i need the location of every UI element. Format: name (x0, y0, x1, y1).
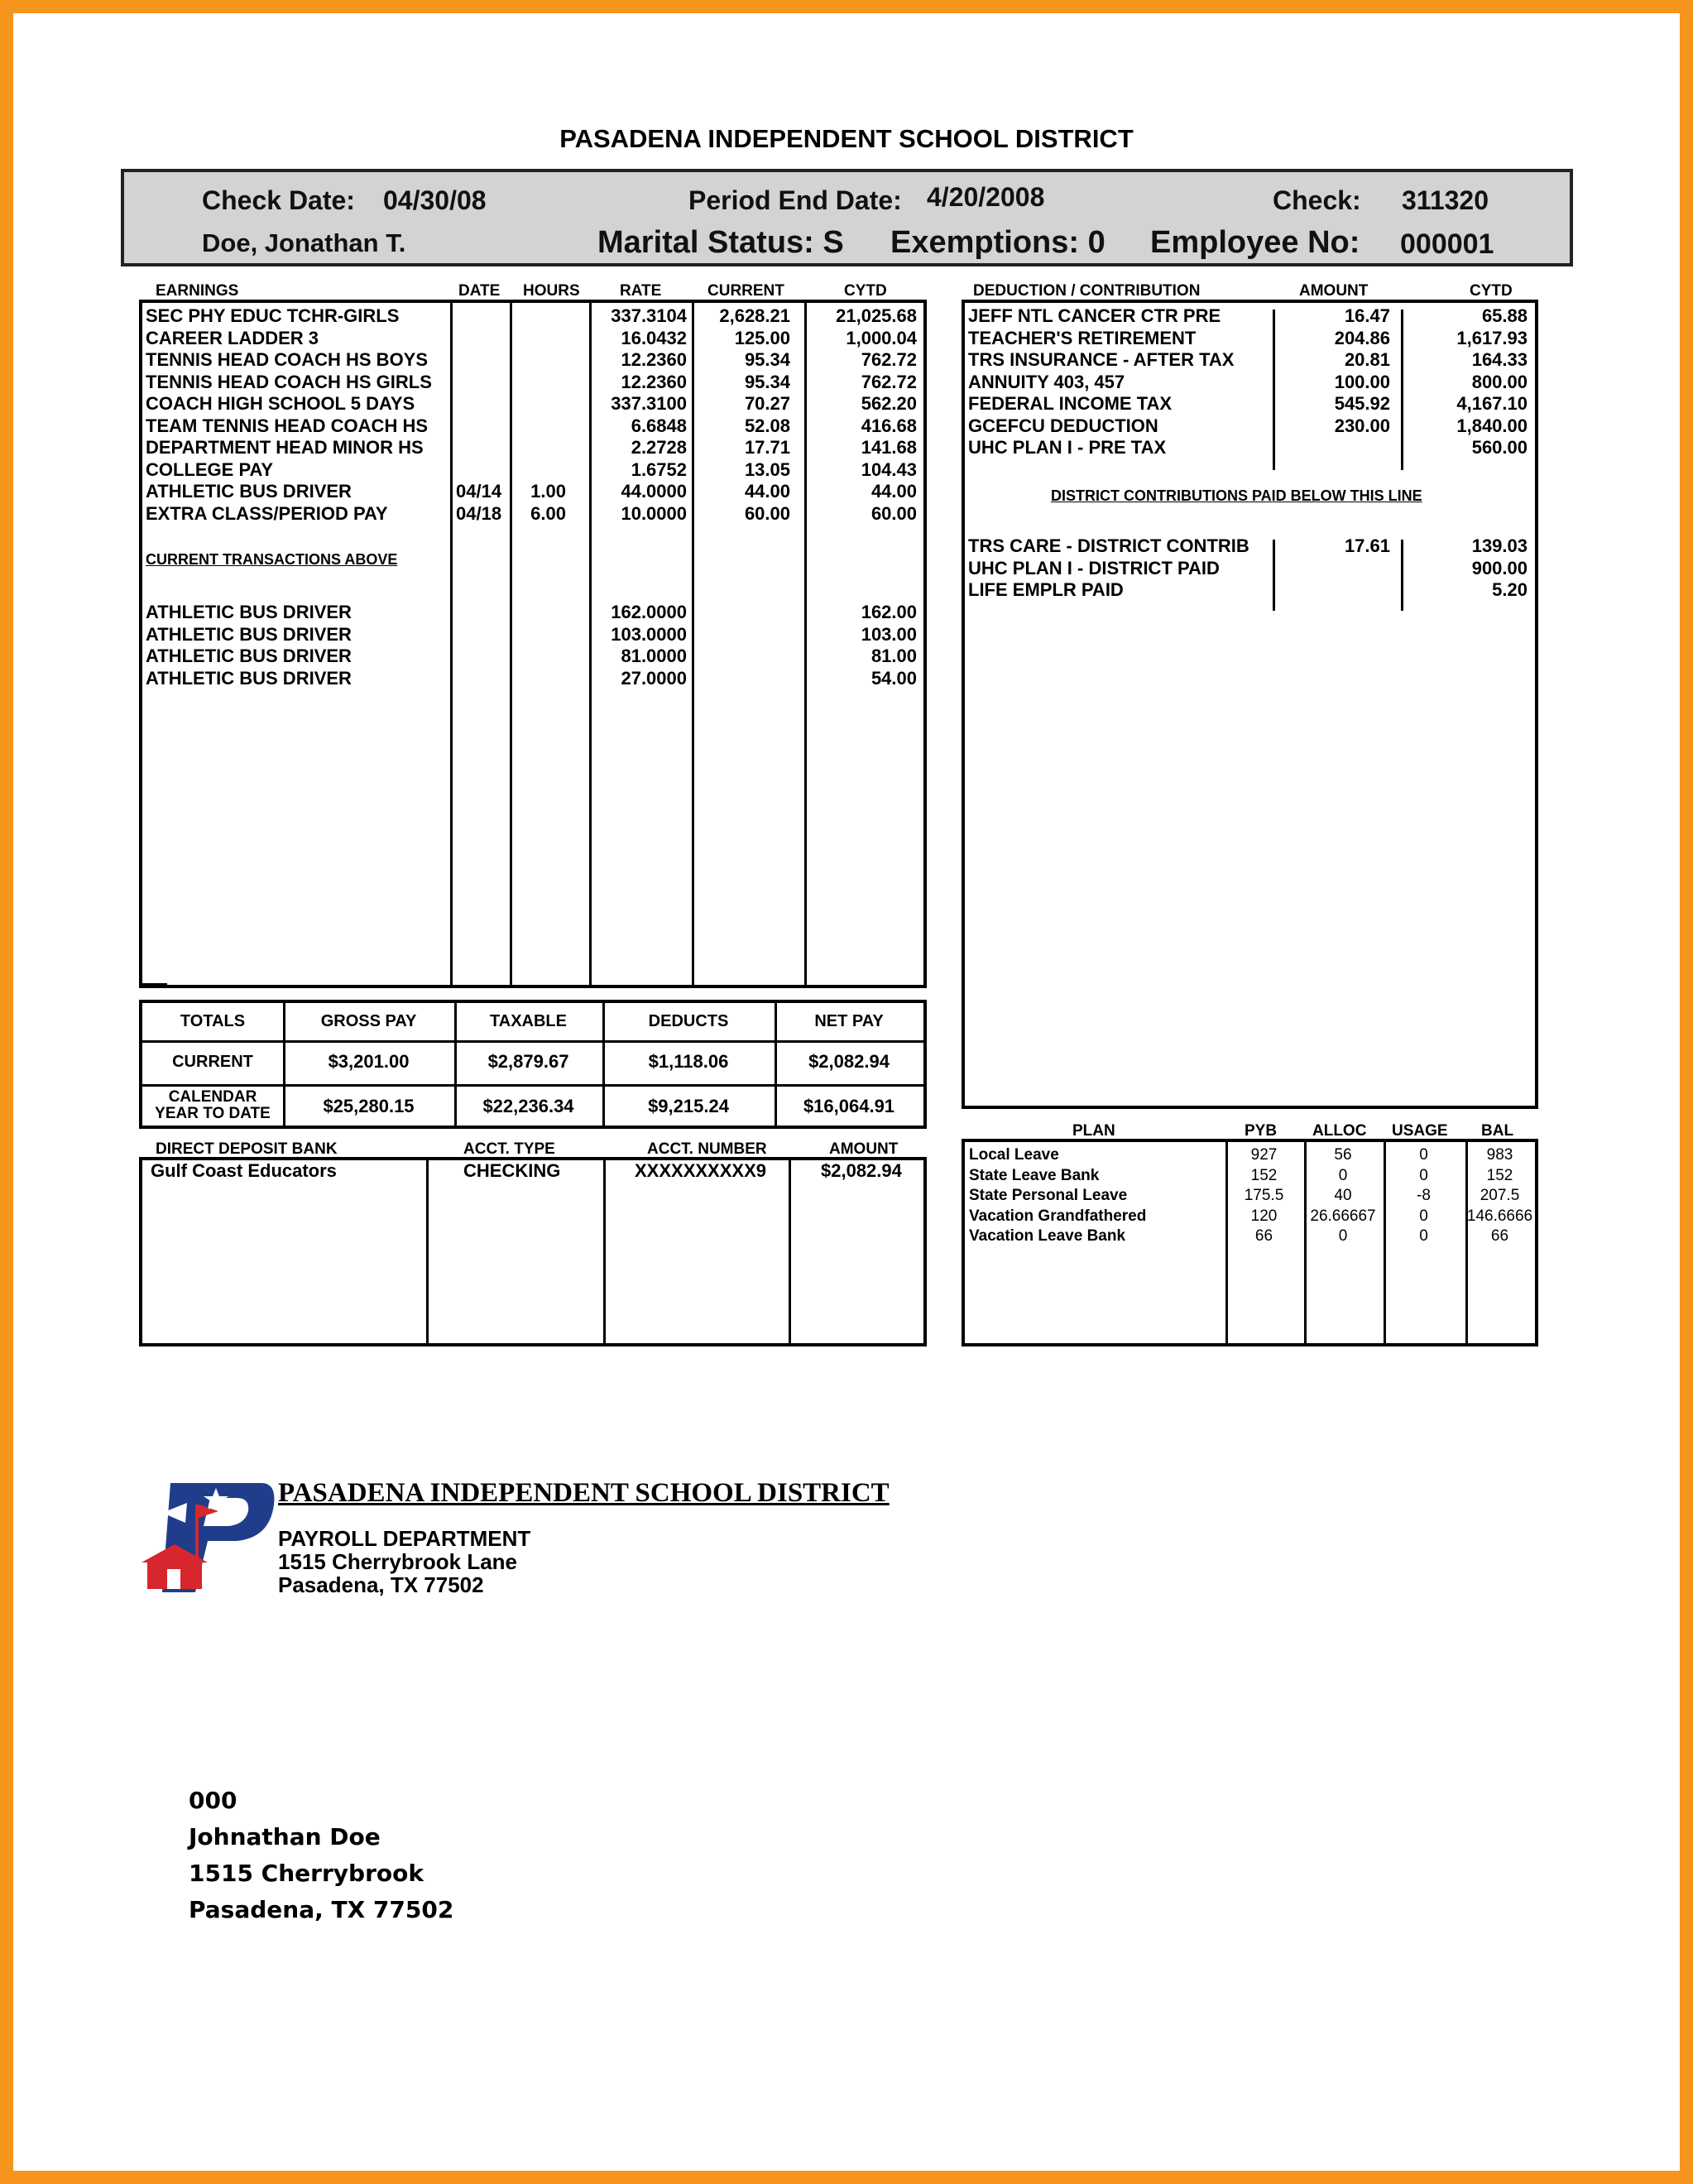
bal-header: BAL (1481, 1122, 1514, 1140)
ytd-deducts: $9,215.24 (648, 1096, 729, 1116)
prior-row-name: ATHLETIC BUS DRIVER (146, 646, 352, 666)
acct-type-header: ACCT. TYPE (463, 1140, 555, 1158)
earnings-row-name: COACH HIGH SCHOOL 5 DAYS (146, 393, 415, 414)
marital-status: Marital Status: S (597, 225, 844, 260)
usage-header: USAGE (1392, 1122, 1448, 1140)
earnings-row-name: ATHLETIC BUS DRIVER (146, 481, 352, 502)
district-row-name: TRS CARE - DISTRICT CONTRIB (968, 535, 1249, 556)
prior-row-name: ATHLETIC BUS DRIVER (146, 602, 352, 622)
prior-row-cytd: 103.00 (861, 623, 917, 645)
deduction-row-cytd: 1,840.00 (1456, 415, 1528, 436)
leave-row-alloc: 0 (1338, 1166, 1348, 1184)
leave-row-pyb: 66 (1254, 1227, 1273, 1245)
totals-label: TOTALS (180, 1012, 246, 1030)
employee-name: Doe, Jonathan T. (202, 228, 406, 257)
prior-row-cytd: 54.00 (870, 667, 917, 689)
deduction-row-amount: 16.47 (1344, 305, 1390, 326)
prior-row-cytd: 81.00 (870, 646, 917, 666)
earnings-row-rate: 337.3104 (611, 305, 687, 326)
check-label: Check: (1273, 185, 1361, 215)
rate-header: RATE (620, 282, 662, 300)
leave-row-pyb: 927 (1250, 1146, 1278, 1164)
deduction-row-cytd: 4,167.10 (1456, 393, 1528, 414)
deduction-row-cytd: 560.00 (1471, 437, 1528, 458)
leave-row-plan: State Personal Leave (969, 1187, 1128, 1204)
earnings-row-current: 95.34 (744, 349, 790, 370)
earnings-row-cytd: 1,000.04 (846, 327, 917, 348)
deposit-bank-name: Gulf Coast Educators (151, 1160, 337, 1181)
earnings-row-name: CAREER LADDER 3 (146, 327, 319, 348)
deduction-row-amount: 100.00 (1334, 371, 1390, 392)
deduction-row-name: TEACHER'S RETIREMENT (968, 327, 1197, 348)
earnings-row-current: 44.00 (744, 481, 790, 502)
deduction-row-amount: 545.92 (1334, 393, 1390, 414)
current-transactions-label: CURRENT TRANSACTIONS ABOVE (146, 551, 398, 568)
acct-number-header: ACCT. NUMBER (647, 1140, 767, 1158)
ytd-label-line1: CALENDAR (168, 1088, 257, 1106)
leave-row-usage: 0 (1419, 1166, 1428, 1184)
current-header: CURRENT (707, 282, 784, 300)
date-header: DATE (458, 282, 501, 300)
leave-row-plan: Local Leave (969, 1146, 1059, 1164)
earnings-row-rate: 6.6848 (631, 415, 687, 436)
earnings-row-name: EXTRA CLASS/PERIOD PAY (146, 502, 388, 524)
leave-row-alloc: 56 (1334, 1146, 1352, 1164)
leave-row-bal: 983 (1486, 1146, 1513, 1164)
earnings-row-date: 04/14 (456, 481, 502, 502)
earnings-row-cytd: 141.68 (861, 437, 917, 458)
deduction-row-cytd: 65.88 (1481, 305, 1528, 326)
period-end-date: 4/20/2008 (927, 182, 1045, 212)
page-title: PASADENA INDEPENDENT SCHOOL DISTRICT (559, 124, 1134, 153)
deduction-row-name: ANNUITY 403, 457 (968, 371, 1125, 392)
deduction-row-cytd: 1,617.93 (1456, 327, 1528, 348)
prior-row-rate: 103.0000 (611, 623, 687, 645)
check-date-label: Check Date: (202, 185, 355, 215)
deduction-row-cytd: 800.00 (1471, 371, 1528, 392)
earnings-row-name: TENNIS HEAD COACH HS GIRLS (146, 371, 432, 392)
earnings-row-current: 70.27 (744, 393, 790, 414)
deduction-row-name: GCEFCU DEDUCTION (968, 415, 1158, 436)
current-taxable: $2,879.67 (487, 1051, 569, 1072)
earnings-row-name: TENNIS HEAD COACH HS BOYS (146, 349, 429, 370)
deposit-acct-type: CHECKING (463, 1160, 561, 1181)
earnings-row-date: 04/18 (456, 502, 502, 524)
employee-no-label: Employee No: (1150, 225, 1360, 260)
leave-row-plan: Vacation Leave Bank (969, 1227, 1126, 1245)
deduction-row-name: FEDERAL INCOME TAX (968, 393, 1173, 414)
deduction-row-name: TRS INSURANCE - AFTER TAX (968, 349, 1235, 370)
leave-row-plan: State Leave Bank (969, 1166, 1100, 1184)
earnings-row-rate: 337.3100 (611, 393, 687, 414)
pyb-header: PYB (1245, 1122, 1278, 1140)
exemptions: Exemptions: 0 (890, 225, 1105, 260)
ytd-label-line2: YEAR TO DATE (155, 1105, 271, 1122)
district-contributions-label: DISTRICT CONTRIBUTIONS PAID BELOW THIS LINE (1051, 487, 1422, 504)
ytd-gross-pay: $25,280.15 (323, 1096, 415, 1116)
mailing-name: Johnathan Doe (189, 1823, 381, 1850)
mailing-code: 000 (189, 1787, 237, 1814)
earnings-row-rate: 44.0000 (621, 481, 687, 502)
footer-street: 1515 Cherrybrook Lane (278, 1549, 518, 1574)
earnings-row-cytd: 762.72 (861, 371, 917, 392)
prior-row-cytd: 162.00 (861, 602, 917, 622)
deposit-bank-header: DIRECT DEPOSIT BANK (156, 1140, 338, 1158)
cytd-header: CYTD (844, 282, 887, 300)
deposit-amount-header: AMOUNT (829, 1140, 899, 1158)
leave-row-plan: Vacation Grandfathered (969, 1207, 1147, 1225)
earnings-row-cytd: 762.72 (861, 349, 917, 370)
footer-district-name: PASADENA INDEPENDENT SCHOOL DISTRICT (278, 1478, 890, 1508)
district-row-cytd: 139.03 (1471, 535, 1528, 556)
leave-row-usage: -8 (1417, 1187, 1431, 1204)
deduction-row-amount: 204.86 (1334, 327, 1390, 348)
earnings-row-rate: 2.2728 (631, 437, 687, 458)
earnings-row-current: 60.00 (744, 502, 790, 524)
leave-row-pyb: 175.5 (1244, 1187, 1284, 1204)
leave-row-bal: 207.5 (1480, 1187, 1520, 1204)
mailing-street: 1515 Cherrybrook (189, 1860, 424, 1887)
earnings-row-cytd: 104.43 (861, 458, 917, 480)
earnings-row-cytd: 416.68 (861, 415, 917, 436)
leave-row-bal: 66 (1490, 1227, 1509, 1245)
leave-row-pyb: 152 (1250, 1166, 1278, 1184)
deduction-row-name: JEFF NTL CANCER CTR PRE (968, 305, 1221, 326)
deduction-amount-header: AMOUNT (1299, 282, 1369, 300)
gross-pay-header: GROSS PAY (320, 1012, 417, 1030)
leave-row-alloc: 26.66667 (1310, 1207, 1376, 1225)
leave-row-alloc: 40 (1334, 1187, 1352, 1204)
ytd-row-label (142, 1089, 283, 1122)
current-row-label: CURRENT (172, 1053, 253, 1071)
check-header (121, 169, 1573, 266)
district-row-amount: 17.61 (1344, 535, 1390, 556)
earnings-row-current: 2,628.21 (719, 305, 790, 326)
leave-row-usage: 0 (1419, 1207, 1428, 1225)
deducts-header: DEDUCTS (648, 1012, 729, 1030)
district-logo (137, 1480, 278, 1596)
earnings-row-rate: 16.0432 (621, 327, 687, 348)
earnings-row-current: 17.71 (744, 437, 790, 458)
earnings-row-current: 52.08 (744, 415, 790, 436)
earnings-row-name: SEC PHY EDUC TCHR-GIRLS (146, 305, 400, 326)
earnings-header: EARNINGS (156, 282, 239, 300)
deduction-row-cytd: 164.33 (1471, 349, 1528, 370)
footer-city: Pasadena, TX 77502 (278, 1572, 484, 1597)
prior-row-name: ATHLETIC BUS DRIVER (146, 667, 352, 689)
deduction-row-amount: 20.81 (1344, 349, 1390, 370)
earnings-row-current: 95.34 (744, 371, 790, 392)
leave-row-bal: 146.6666 (1466, 1207, 1533, 1225)
taxable-header: TAXABLE (490, 1012, 567, 1030)
earnings-row-current: 13.05 (744, 458, 790, 480)
current-net-pay: $2,082.94 (808, 1051, 890, 1072)
earnings-row-cytd: 21,025.68 (836, 305, 917, 326)
earnings-row-rate: 12.2360 (621, 349, 687, 370)
district-row-cytd: 900.00 (1471, 557, 1528, 578)
district-logo-icon (137, 1480, 278, 1596)
earnings-row-cytd: 44.00 (870, 481, 917, 502)
leave-row-bal: 152 (1486, 1166, 1513, 1184)
earnings-row-name: TEAM TENNIS HEAD COACH HS (146, 415, 429, 436)
prior-row-name: ATHLETIC BUS DRIVER (146, 623, 352, 645)
earnings-row-hours: 6.00 (530, 502, 566, 524)
prior-row-rate: 27.0000 (621, 667, 687, 689)
period-end-label: Period End Date: (688, 185, 902, 215)
prior-row-rate: 162.0000 (611, 602, 687, 622)
alloc-header: ALLOC (1312, 1122, 1367, 1140)
deduction-header: DEDUCTION / CONTRIBUTION (973, 282, 1201, 300)
ytd-net-pay: $16,064.91 (803, 1096, 895, 1116)
earnings-row-cytd: 60.00 (870, 502, 917, 524)
current-deducts: $1,118.06 (648, 1051, 729, 1072)
net-pay-header: NET PAY (814, 1012, 884, 1030)
mailing-city: Pasadena, TX 77502 (189, 1896, 454, 1923)
earnings-row-current: 125.00 (734, 327, 790, 348)
earnings-row-rate: 10.0000 (621, 502, 687, 524)
check-number: 311320 (1402, 185, 1489, 215)
deduction-row-name: UHC PLAN I - PRE TAX (968, 437, 1167, 458)
deposit-table (139, 1157, 927, 1346)
district-row-name: UHC PLAN I - DISTRICT PAID (968, 557, 1220, 578)
district-row-name: LIFE EMPLR PAID (968, 579, 1124, 600)
deduction-row-amount: 230.00 (1334, 415, 1390, 436)
earnings-row-rate: 1.6752 (631, 458, 687, 480)
current-gross-pay: $3,201.00 (328, 1051, 410, 1072)
earnings-row-rate: 12.2360 (621, 371, 687, 392)
employee-number: 000001 (1400, 228, 1494, 260)
leave-row-usage: 0 (1419, 1227, 1428, 1245)
deposit-amount: $2,082.94 (821, 1160, 902, 1181)
deduction-cytd-header: CYTD (1470, 282, 1513, 300)
earnings-row-cytd: 562.20 (861, 393, 917, 414)
plan-header: PLAN (1072, 1122, 1115, 1140)
check-date: 04/30/08 (383, 185, 487, 215)
earnings-row-hours: 1.00 (530, 481, 566, 502)
deposit-acct-number: XXXXXXXXXX9 (635, 1160, 766, 1181)
payroll-department: PAYROLL DEPARTMENT (278, 1526, 531, 1551)
earnings-row-name: DEPARTMENT HEAD MINOR HS (146, 437, 424, 458)
earnings-row-name: COLLEGE PAY (146, 458, 274, 480)
district-row-cytd: 5.20 (1492, 579, 1528, 600)
leave-row-usage: 0 (1419, 1146, 1428, 1164)
hours-header: HOURS (523, 282, 580, 300)
ytd-taxable: $22,236.34 (482, 1096, 574, 1116)
prior-row-rate: 81.0000 (621, 646, 687, 666)
leave-row-pyb: 120 (1250, 1207, 1278, 1225)
leave-row-alloc: 0 (1338, 1227, 1348, 1245)
